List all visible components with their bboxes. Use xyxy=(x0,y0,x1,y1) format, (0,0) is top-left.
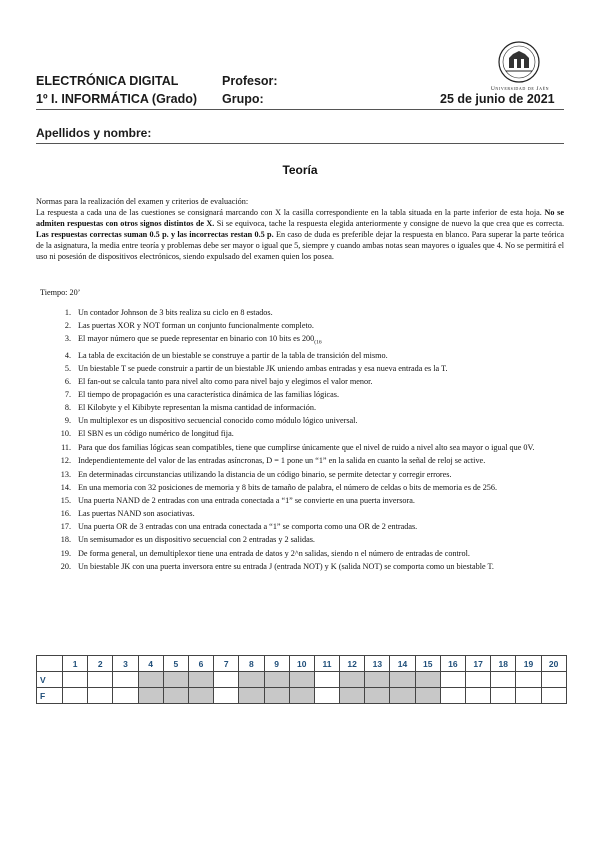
question-item: 12. Independientemente del valor de las entradas asíncronas, D = 1 pone un “1” en la salida en cuanto la señal de reloj se active. xyxy=(60,456,486,466)
rules-text-1: La respuesta a cada una de las cuestiones se consignará marcando con X la casilla correspondiente en la tabla situada en la parte inferior de esta hoja. xyxy=(36,208,542,217)
column-header: 3 xyxy=(113,656,138,672)
question-item: 14. En una memoria con 32 posiciones de memoria y 8 bits de tamaño de palabra, el número de celdas o bits de memoria es de 256. xyxy=(60,482,498,492)
answer-cell-f[interactable] xyxy=(188,688,213,704)
exam-time: Tiempo: 20’ xyxy=(40,288,81,297)
answer-cell-f[interactable] xyxy=(466,688,491,704)
answer-cell-v[interactable] xyxy=(340,672,365,688)
question-item: 8. El Kilobyte y el Kibibyte representan la misma cantidad de información. xyxy=(64,403,317,413)
column-header: 11 xyxy=(314,656,339,672)
column-header: 12 xyxy=(340,656,365,672)
column-header: 19 xyxy=(516,656,541,672)
question-item: 1. Un contador Johnson de 3 bits realiza su ciclo en 8 estados. xyxy=(64,308,273,317)
question-item: 20. Un biestable JK con una puerta inversora entre su entrada J (entrada NOT) y K (salida NOT) se comporta como un biestable T. xyxy=(60,561,494,571)
question-item: 4. La tabla de excitación de un biestable se construye a partir de la tabla de transición del mismo. xyxy=(64,350,388,360)
column-header: 2 xyxy=(88,656,113,672)
answer-cell-v[interactable] xyxy=(138,672,163,688)
answer-cell-f[interactable] xyxy=(113,688,138,704)
answer-cell-f[interactable] xyxy=(63,688,88,704)
answer-cell-f[interactable] xyxy=(440,688,465,704)
rules-heading: Normas para la realización del examen y criterios de evaluación: xyxy=(36,197,249,206)
university-name: Universidad de Jaén xyxy=(490,86,550,92)
column-header: 7 xyxy=(214,656,239,672)
answer-cell-v[interactable] xyxy=(239,672,264,688)
question-item: 17. Una puerta OR de 3 entradas con una entrada conectada a “1” se comporta como una OR de 2 entradas. xyxy=(60,522,418,532)
corner-cell xyxy=(37,656,63,672)
page-title: Teoría xyxy=(282,163,318,177)
question-item: 5. Un biestable T se puede construir a partir de un biestable JK uniendo ambas entradas y esa nueva entrada es la T. xyxy=(64,364,448,374)
answer-cell-v[interactable] xyxy=(113,672,138,688)
degree-title: 1º I. INFORMÁTICA (Grado) xyxy=(36,92,198,106)
answer-cell-v[interactable] xyxy=(466,672,491,688)
answer-cell-f[interactable] xyxy=(239,688,264,704)
answer-cell-f[interactable] xyxy=(289,688,314,704)
question-item: 3. El mayor número que se puede representar en binario con 10 bits es $200_{(16}$ xyxy=(64,334,322,346)
answer-table xyxy=(36,655,567,704)
question-item: 7. El tiempo de propagación es una característica dinámica de las familias lógicas. xyxy=(64,390,339,400)
answer-cell-v[interactable] xyxy=(440,672,465,688)
question-item: 19. De forma general, un demultiplexor tiene una entrada de datos y 2^n salidas, siendo n el número de entradas de control. xyxy=(60,548,470,558)
answer-cell-f[interactable] xyxy=(264,688,289,704)
rules-body xyxy=(36,207,564,262)
name-label: Apellidos y nombre: xyxy=(36,126,152,140)
answer-cell-f[interactable] xyxy=(88,688,113,704)
teacher-label: Profesor: xyxy=(222,74,278,88)
answer-cell-f[interactable] xyxy=(365,688,390,704)
question-item: 11. Para que dos familias lógicas sean compatibles, tiene que cumplirse únicamente que el nivel de ruido a nivel alto sea mayor o igual que 0V. xyxy=(61,442,535,452)
answer-table-header xyxy=(37,656,567,672)
row-label-v: V xyxy=(37,672,63,688)
question-item: 2. Las puertas XOR y NOT forman un conjunto funcionalmente completo. xyxy=(64,321,314,331)
rules-text-2: Si se equivoca, tache la respuesta elegida anteriormente y consigne de nuevo la que crea que es correcta. xyxy=(216,219,565,228)
answer-cell-v[interactable] xyxy=(314,672,339,688)
answer-cell-v[interactable] xyxy=(390,672,415,688)
row-label-f: F xyxy=(37,688,63,704)
column-header: 1 xyxy=(63,656,88,672)
question-item: 10. El SBN es un código numérico de longitud fija. xyxy=(60,429,234,439)
exam-date: 25 de junio de 2021 xyxy=(440,92,555,106)
answer-cell-f[interactable] xyxy=(340,688,365,704)
answer-cell-f[interactable] xyxy=(491,688,516,704)
answer-cell-v[interactable] xyxy=(541,672,566,688)
question-list xyxy=(36,308,564,575)
question-item: 6. El fan-out se calcula tanto para nivel alto como para nivel bajo y elegimos el valor menor. xyxy=(64,377,373,387)
answer-cell-v[interactable] xyxy=(63,672,88,688)
column-header: 8 xyxy=(239,656,264,672)
column-header: 9 xyxy=(264,656,289,672)
answer-row-true xyxy=(37,672,567,688)
header-divider xyxy=(36,109,564,110)
answer-cell-f[interactable] xyxy=(214,688,239,704)
answer-cell-f[interactable] xyxy=(516,688,541,704)
university-seal-icon xyxy=(492,40,546,84)
answer-cell-f[interactable] xyxy=(138,688,163,704)
answer-cell-v[interactable] xyxy=(163,672,188,688)
answer-cell-v[interactable] xyxy=(214,672,239,688)
course-title: ELECTRÓNICA DIGITAL xyxy=(36,74,179,88)
column-header: 18 xyxy=(491,656,516,672)
answer-cell-f[interactable] xyxy=(390,688,415,704)
rules-bold-2: Las respuestas correctas suman 0.5 p. y las incorrectas restan 0.5 p. xyxy=(36,230,274,239)
question-item: 18. Un semisumador es un dispositivo secuencial con 2 entradas y 2 salidas. xyxy=(60,535,315,545)
column-header: 5 xyxy=(163,656,188,672)
answer-cell-v[interactable] xyxy=(491,672,516,688)
rules-text-3: En caso de duda es preferible dejar la respuesta en blanco. Para superar la parte teórica de la asignatura, la media entre teoría y problemas debe ser mayor o igual que 5, siempre y cuando ambas notas sean mayores o iguales que 4. No se permitirá el uso ni posesión de dispositivos electrónicos, siendo expulsado del examen quien los posea. xyxy=(36,230,564,261)
answer-cell-f[interactable] xyxy=(163,688,188,704)
answer-cell-v[interactable] xyxy=(289,672,314,688)
answer-cell-f[interactable] xyxy=(541,688,566,704)
answer-cell-f[interactable] xyxy=(415,688,440,704)
column-header: 15 xyxy=(415,656,440,672)
question-item: 16. Las puertas NAND son asociativas. xyxy=(60,509,195,519)
answer-cell-v[interactable] xyxy=(188,672,213,688)
answer-cell-v[interactable] xyxy=(365,672,390,688)
question-item: 13. En determinadas circunstancias utilizando la distancia de un código binario, se permite detectar y corregir errores. xyxy=(60,469,452,479)
column-header: 10 xyxy=(289,656,314,672)
rules-bold-1: No se admiten respuestas con otros signos distintos de X. xyxy=(36,208,565,228)
question-item: 9. Un multiplexor es un dispositivo secuencial conocido como módulo lógico universal. xyxy=(64,416,358,426)
column-header: 16 xyxy=(440,656,465,672)
answer-row-false xyxy=(37,688,567,704)
column-header: 14 xyxy=(390,656,415,672)
column-header: 6 xyxy=(188,656,213,672)
column-header: 20 xyxy=(541,656,566,672)
question-item: 15. Una puerta NAND de 2 entradas con una entrada conectada a “1” se convierte en una puerta inversora. xyxy=(60,496,415,506)
answer-cell-v[interactable] xyxy=(516,672,541,688)
answer-cell-v[interactable] xyxy=(415,672,440,688)
answer-cell-v[interactable] xyxy=(88,672,113,688)
column-header: 4 xyxy=(138,656,163,672)
name-divider xyxy=(36,143,564,144)
group-label: Grupo: xyxy=(222,92,264,106)
column-header: 17 xyxy=(466,656,491,672)
column-header: 13 xyxy=(365,656,390,672)
answer-cell-f[interactable] xyxy=(314,688,339,704)
answer-cell-v[interactable] xyxy=(264,672,289,688)
